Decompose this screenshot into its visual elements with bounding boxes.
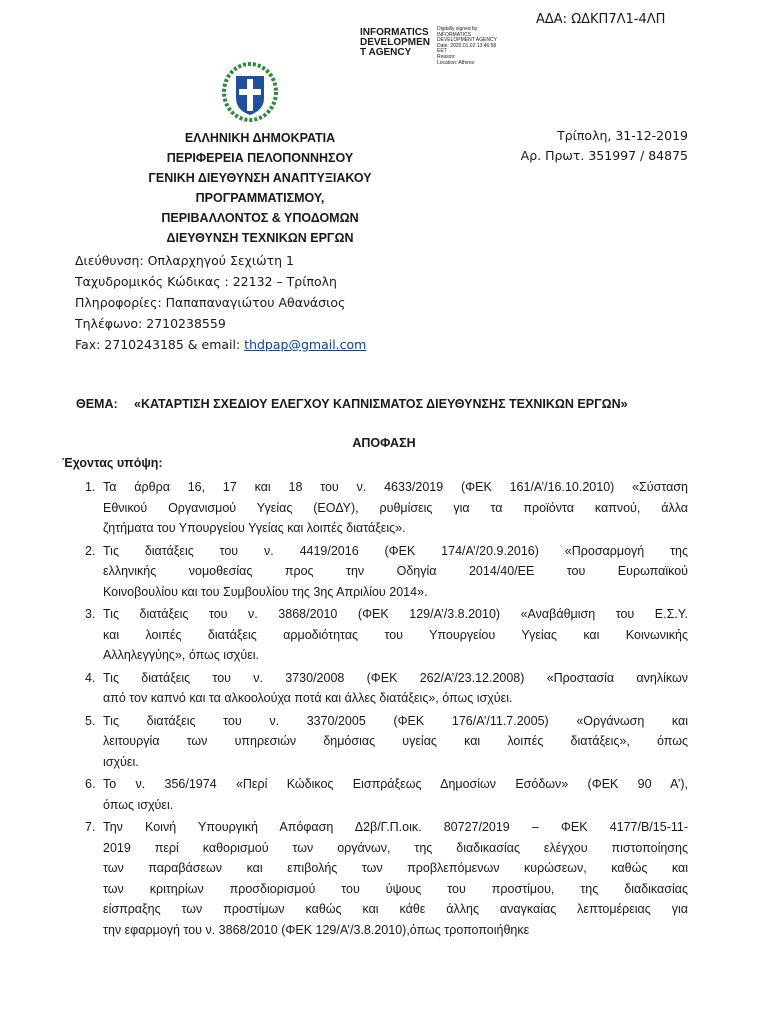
list-item-line: και λοιπές διατάξεις αρμοδιότητας του Υπουργείου Υγείας και Κοινωνικής	[103, 627, 688, 642]
list-item-number: 5.	[85, 713, 96, 728]
issuer-header	[100, 128, 420, 248]
signature-detail-line: INFORMATICS	[437, 31, 472, 38]
list-item-line: είσπραξης των προστίμων καθώς και κάθε άλλης αναγκαίας λεπτομέρειας για	[103, 902, 688, 916]
list-item	[80, 774, 688, 815]
list-item-line: Τις διατάξεις του ν. 3370/2005 (ΦΕΚ 176/Α’/11.7.2005) «Οργάνωση και	[103, 713, 688, 728]
list-item-number: 2.	[85, 543, 96, 558]
list-item-line: των παραβάσεων και επιβολής των προβλεπόμενων κυρώσεων, καθώς και	[103, 861, 688, 875]
list-item	[80, 604, 688, 666]
signature-detail-line: Location: Athens	[437, 59, 474, 66]
header-line: ΠΕΡΙΦΕΡΕΙΑ ΠΕΛΟΠΟΝΝΗΣΟΥ	[166, 151, 354, 165]
list-item	[80, 477, 688, 539]
list-item-line: ελληνικής νομοθεσίας προς την Οδηγία 2014/40/ΕΕ του Ευρωπαϊκού	[103, 564, 688, 578]
header-line: ΠΡΟΓΡΑΜΜΑΤΙΣΜΟΥ,	[195, 191, 325, 205]
digital-signature-org	[360, 28, 430, 58]
email-link[interactable]: thdpap@gmail.com	[244, 337, 367, 352]
contact-person: Πληροφορίες: Παπαπαναγιώτου Αθανάσιος	[75, 295, 346, 310]
subject-label: ΘΕΜΑ:	[76, 397, 118, 411]
list-item-line: την εφαρμογή του ν. 3868/2010 (ΦΕΚ 129/Α’/3.8.2010),όπως τροποποιήθηκε	[103, 922, 530, 937]
list-item-line: Εθνικού Οργανισμού Υγείας (ΕΟΔΥ), ρυθμίσεις για τα προϊόντα καπνού, άλλα	[103, 500, 688, 515]
decision-title: ΑΠΟΦΑΣΗ	[352, 436, 416, 450]
fax-label: Fax: 2710243185 & email:	[75, 337, 245, 352]
signature-detail-line: DEVELOPMENT AGENCY	[437, 37, 497, 44]
greek-emblem-icon	[222, 62, 278, 122]
list-item-line: από τον καπνό και τα αλκοολούχα ποτά και άλλες διατάξεις», όπως ισχύει.	[103, 691, 513, 705]
address: Διεύθυνση: Οπλαρχηγού Σεχιώτη 1	[75, 253, 294, 268]
list-item-line: ζητήματα του Υπουργείου Υγείας και λοιπές διατάξεις».	[103, 521, 406, 535]
list-item-line: λειτουργία των υπηρεσιών δημόσιας υγείας και λοιπές διατάξεις», όπως	[103, 734, 688, 748]
contact-block	[75, 250, 366, 355]
list-item-number: 3.	[85, 607, 96, 621]
signature-detail-line: Date: 2020.01.02 13:46:58	[437, 42, 497, 49]
signature-org-line: INFORMATICS	[360, 27, 429, 38]
date-protocol-block	[490, 126, 688, 166]
signature-detail-line: Digitally signed by	[437, 26, 478, 32]
list-item-number: 6.	[85, 777, 96, 791]
list-item-number: 4.	[85, 670, 96, 685]
ada-code: ΑΔΑ: ΩΔΚΠ7Λ1-4ΛΠ	[536, 12, 666, 27]
list-item	[80, 711, 688, 773]
list-item-line: Τις διατάξεις του ν. 3868/2010 (ΦΕΚ 129/Α’/3.8.2010) «Αναβάθμιση του Ε.Σ.Υ.	[103, 607, 688, 621]
signature-org-line: T AGENCY	[360, 47, 412, 58]
header-line: ΓΕΝΙΚΗ ΔΙΕΥΘΥΝΣΗ ΑΝΑΠΤΥΞΙΑΚΟΥ	[148, 171, 372, 185]
signature-detail-line: Reason:	[437, 53, 456, 60]
place-date: Τρίπολη, 31-12-2019	[557, 128, 688, 143]
list-item-line: Το ν. 356/1974 «Περί Κώδικος Εισπράξεως Δημοσίων Εσόδων» (ΦΕΚ 90 Α’),	[103, 777, 688, 791]
list-item-line: Τις διατάξεις του ν. 4419/2016 (ΦΕΚ 174/Α’/20.9.2016) «Προσαρμογή της	[103, 543, 688, 558]
fax-email	[75, 334, 366, 355]
list-item-line: ισχύει.	[103, 754, 139, 769]
list-item	[80, 541, 688, 603]
list-item-line: των κριτηρίων προσδιορισμού του ύψους του προστίμου, της διαδικασίας	[103, 881, 688, 896]
list-item-line: 2019 περί καθορισμού των οργάνων, της διαδικασίας ελέγχου πιστοποίησης	[103, 840, 688, 855]
postal-code: Ταχυδρομικός Κώδικας : 22132 – Τρίπολη	[75, 274, 337, 289]
digital-signature-details	[437, 27, 497, 66]
list-item-line: Αλληλεγγύης», όπως ισχύει.	[103, 648, 260, 662]
list-item-line: Τα άρθρα 16, 17 και 18 του ν. 4633/2019 (ΦΕΚ 161/Α’/16.10.2010) «Σύσταση	[103, 480, 688, 494]
protocol-number: Αρ. Πρωτ. 351997 / 84875	[520, 148, 688, 163]
list-item-line: Την Κοινή Υπουργική Απόφαση Δ2β/Γ.Π.οικ. 80727/2019 – ΦΕΚ 4177/Β/15-11-	[103, 820, 688, 834]
list-item	[80, 668, 688, 709]
list-item-line: Κοινοβουλίου και του Συμβουλίου της 3ης Απριλίου 2014».	[103, 584, 428, 599]
signature-detail-line: EET	[437, 48, 447, 55]
subject-text: «ΚΑΤΑΡΤΙΣΗ ΣΧΕΔΙΟΥ ΕΛΕΓΧΟΥ ΚΑΠΝΙΣΜΑΤΟΣ ΔΙΕΥΘΥΝΣΗΣ ΤΕΧΝΙΚΩΝ ΕΡΓΩΝ»	[134, 397, 628, 411]
list-item-line: όπως ισχύει.	[103, 797, 174, 812]
signature-org-line: DEVELOPMEN	[360, 37, 431, 48]
header-line: ΔΙΕΥΘΥΝΣΗ ΤΕΧΝΙΚΩΝ ΕΡΓΩΝ	[166, 231, 354, 245]
list-item-number: 1.	[85, 480, 96, 494]
list-item-line: Τις διατάξεις του ν. 3730/2008 (ΦΕΚ 262/Α’/23.12.2008) «Προστασία ανηλίκων	[103, 670, 688, 685]
phone: Τηλέφωνο: 2710238559	[75, 316, 226, 331]
list-item-number: 7.	[85, 820, 96, 834]
considerations-list	[80, 477, 688, 942]
considerations-intro: Έχοντας υπόψη:	[62, 456, 163, 470]
header-line: ΠΕΡΙΒΑΛΛΟΝΤΟΣ & ΥΠΟΔΟΜΩΝ	[161, 211, 359, 225]
subject-line	[76, 397, 628, 411]
list-item	[80, 817, 688, 940]
header-line: ΕΛΛΗΝΙΚΗ ΔΗΜΟΚΡΑΤΙΑ	[184, 131, 336, 145]
